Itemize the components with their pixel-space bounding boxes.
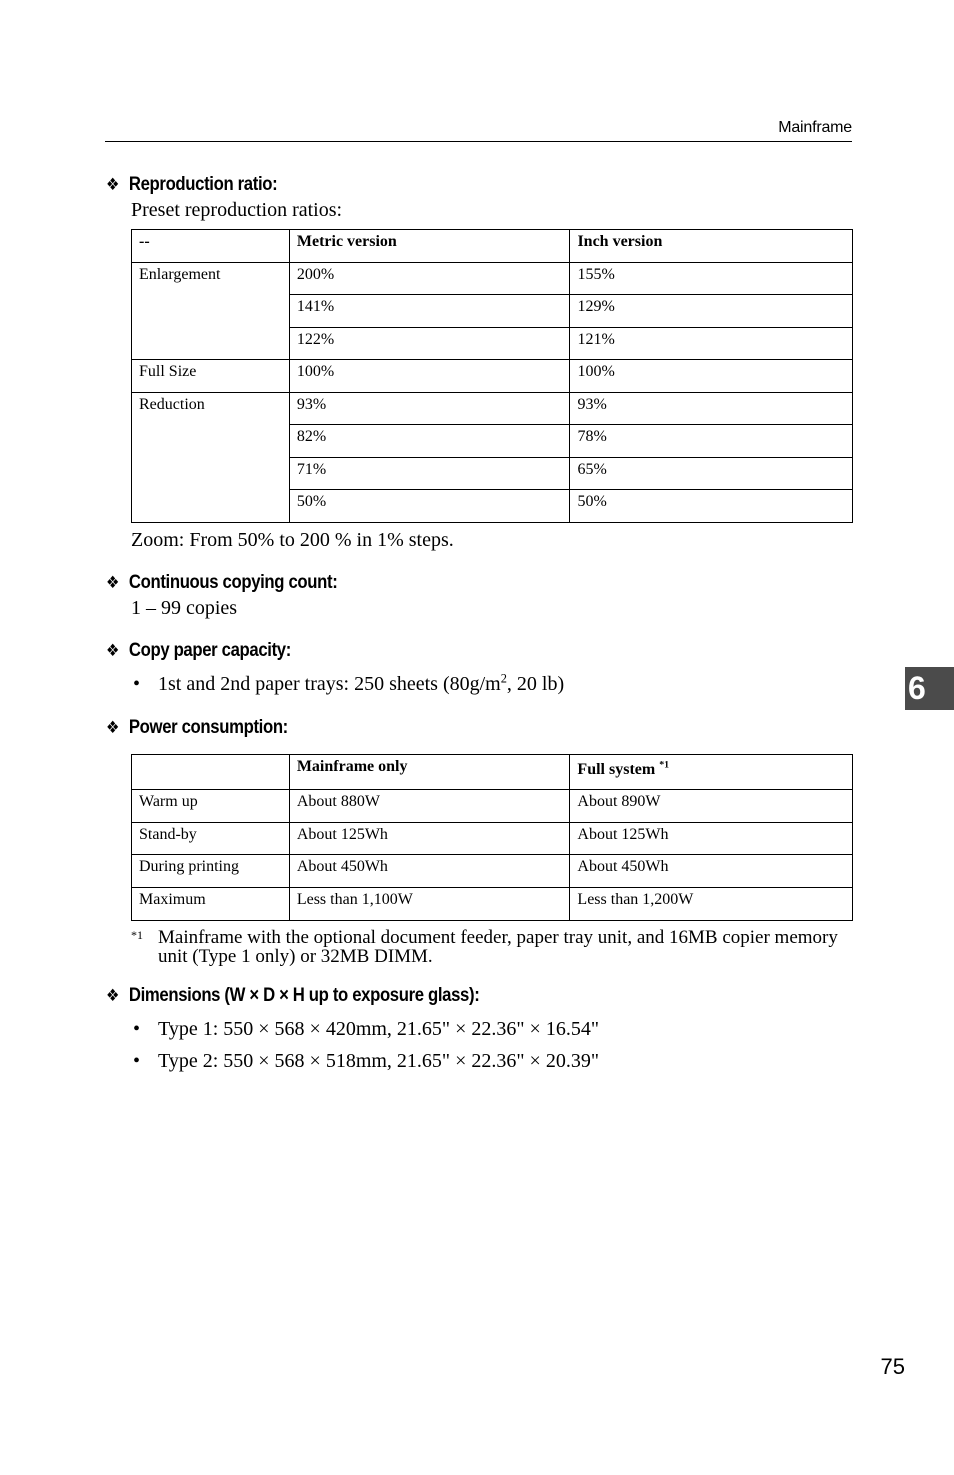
paper-capacity-heading (106, 640, 291, 662)
table-cell: About 880W (289, 790, 570, 823)
table-cell: 122% (289, 327, 570, 360)
table-row (132, 855, 853, 888)
dimensions-item (133, 1018, 599, 1041)
table-row (132, 392, 853, 425)
dimensions-item (133, 1050, 599, 1073)
table-cell: 100% (570, 360, 853, 393)
running-header: Mainframe (778, 119, 852, 136)
section-marker-icon: ❖ (106, 986, 120, 1005)
table-header-row (132, 230, 853, 263)
table-cell: About 450Wh (570, 855, 853, 888)
footnote-reference: *1 (659, 759, 670, 771)
section-marker-icon: ❖ (106, 573, 120, 592)
paper-capacity-text-end: , 20 lb) (506, 673, 565, 695)
chapter-tab: 6 (905, 667, 954, 710)
table-cell: Less than 1,100W (289, 888, 570, 921)
reproduction-intro: Preset reproduction ratios: (131, 199, 343, 221)
power-table (131, 754, 853, 921)
dimensions-heading (106, 985, 479, 1007)
table-cell: About 890W (570, 790, 853, 823)
footnote-mark: *1 (131, 928, 143, 942)
continuous-heading (106, 572, 337, 594)
table-cell: 93% (289, 392, 570, 425)
power-heading-text: Power consumption: (128, 717, 288, 738)
paper-capacity-text: 1st and 2nd paper trays: 250 sheets (80g/m (158, 673, 501, 695)
table-cell: 155% (570, 262, 853, 295)
table-cell: Maximum (132, 888, 290, 921)
dimensions-item-text: Type 1: 550 × 568 × 420mm, 21.65" × 22.36" × 16.54" (158, 1018, 599, 1040)
table-cell: Warm up (132, 790, 290, 823)
table-header-cell: -- (132, 230, 290, 263)
table-header-cell: Inch version (570, 230, 853, 263)
bullet-icon: • (133, 1018, 141, 1040)
power-footnote (131, 928, 853, 966)
continuous-heading-text: Continuous copying count: (128, 572, 338, 593)
paper-capacity-heading-text: Copy paper capacity: (128, 640, 291, 661)
superscript: 2 (500, 671, 507, 686)
table-cell: About 450Wh (289, 855, 570, 888)
table-header-cell: Metric version (289, 230, 570, 263)
table-cell: During printing (132, 855, 290, 888)
table-row (132, 360, 853, 393)
footnote-text: Mainframe with the optional document feeder, paper tray unit, and 16MB copier memory unit (Type 1 only) or 32MB DIMM. (158, 927, 838, 967)
table-header-text: Full system (577, 761, 656, 778)
table-cell: Stand-by (132, 822, 290, 855)
table-cell: 50% (570, 490, 853, 523)
reproduction-heading-text: Reproduction ratio: (128, 174, 278, 195)
table-row (132, 790, 853, 823)
table-cell: About 125Wh (570, 822, 853, 855)
table-cell: 71% (289, 457, 570, 490)
row-group-label: Enlargement (132, 262, 290, 360)
dimensions-heading-text: Dimensions (W × D × H up to exposure glass): (128, 985, 480, 1006)
table-cell: 121% (570, 327, 853, 360)
zoom-text: Zoom: From 50% to 200 % in 1% steps. (131, 529, 454, 551)
table-cell: 141% (289, 295, 570, 328)
table-header-cell (570, 755, 853, 790)
table-row (132, 888, 853, 921)
table-cell: 200% (289, 262, 570, 295)
table-cell: Less than 1,200W (570, 888, 853, 921)
row-group-label: Reduction (132, 392, 290, 522)
table-header-cell (132, 755, 290, 790)
table-cell: About 125Wh (289, 822, 570, 855)
table-cell: 82% (289, 425, 570, 458)
table-cell: 78% (570, 425, 853, 458)
table-cell: 50% (289, 490, 570, 523)
page-number: 75 (880, 1354, 905, 1379)
reproduction-table (131, 229, 853, 523)
bullet-icon: • (133, 1050, 141, 1072)
section-marker-icon: ❖ (106, 641, 120, 660)
table-cell: 93% (570, 392, 853, 425)
table-cell: 65% (570, 457, 853, 490)
table-row (132, 822, 853, 855)
dimensions-item-text: Type 2: 550 × 568 × 518mm, 21.65" × 22.36" × 20.39" (158, 1050, 599, 1072)
row-group-label: Full Size (132, 360, 290, 393)
section-marker-icon: ❖ (106, 718, 120, 737)
table-header-cell: Mainframe only (289, 755, 570, 790)
header-rule (105, 141, 852, 142)
table-cell: 129% (570, 295, 853, 328)
section-marker-icon: ❖ (106, 175, 120, 194)
continuous-value: 1 – 99 copies (131, 597, 238, 619)
power-heading (106, 717, 288, 739)
table-row (132, 262, 853, 295)
paper-capacity-bullet (133, 673, 564, 696)
bullet-icon: • (133, 673, 141, 695)
table-header-row (132, 755, 853, 790)
reproduction-heading (106, 174, 277, 196)
table-cell: 100% (289, 360, 570, 393)
